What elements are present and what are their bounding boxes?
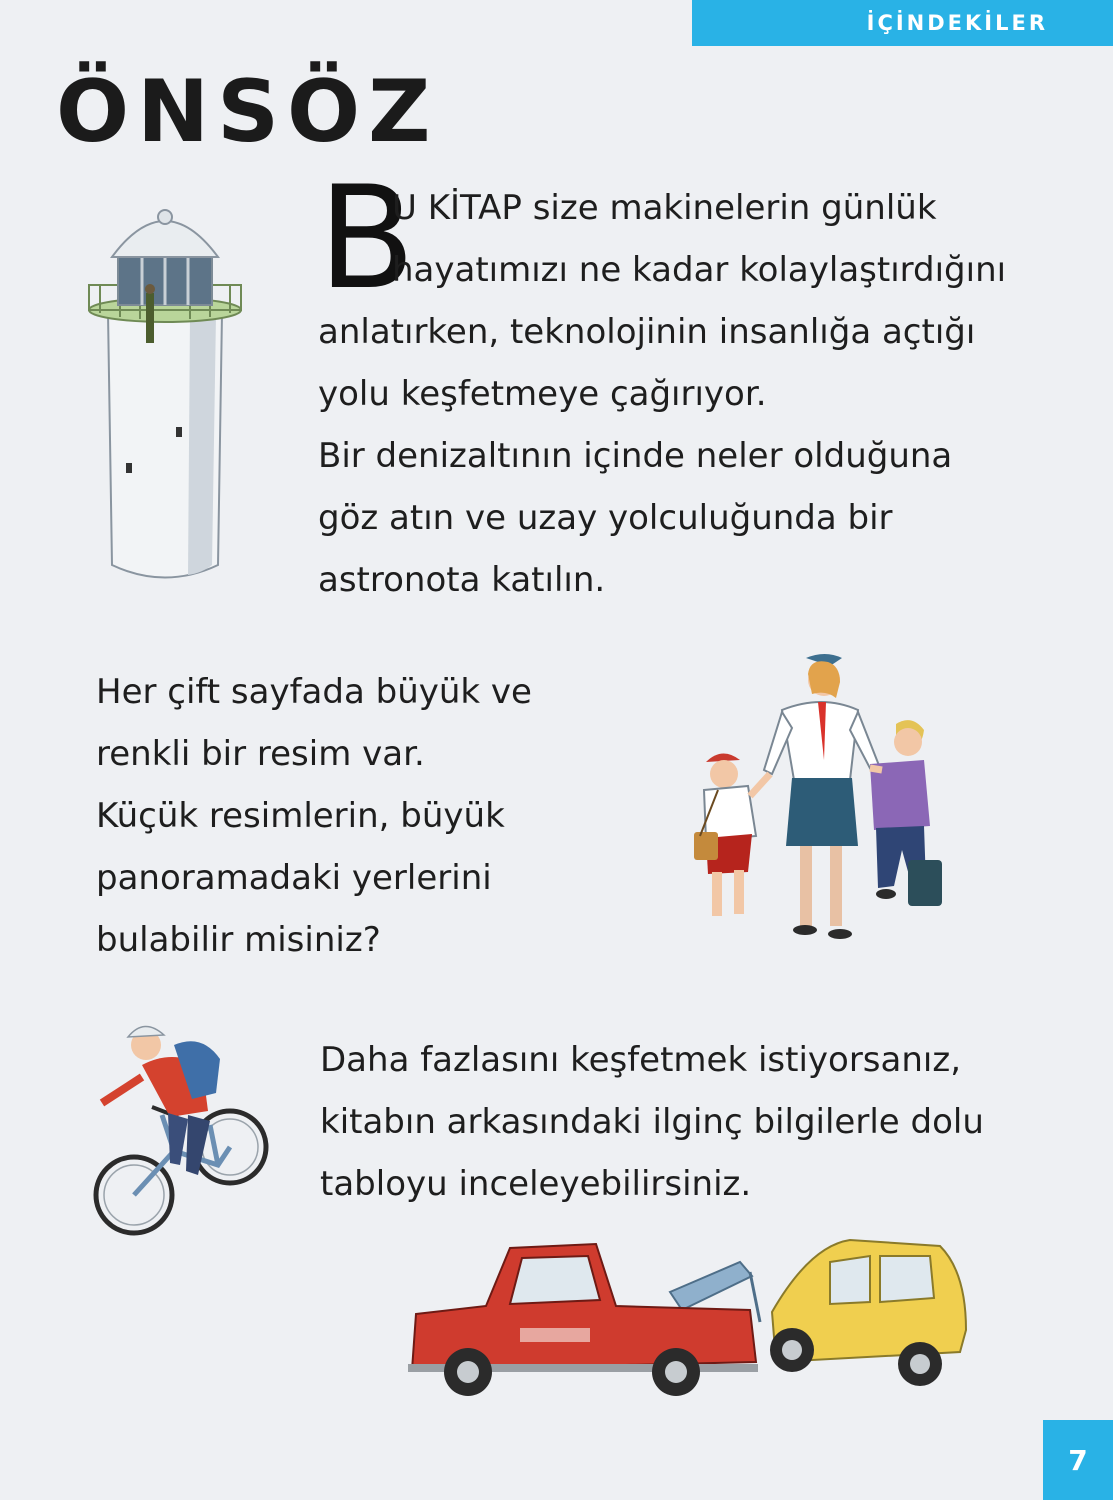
middle-line: panoramadaki yerlerini — [96, 858, 492, 898]
middle-line: renkli bir resim var. — [96, 734, 425, 774]
bottom-line: Daha fazlasını keşfetmek istiyorsanız, — [320, 1040, 962, 1080]
drop-cap: B — [318, 156, 416, 321]
intro-line: yolu keşfetmeye çağırıyor. — [318, 374, 767, 414]
intro-line: astronota katılın. — [318, 560, 606, 600]
lighthouse-illustration — [80, 205, 250, 585]
middle-line: bulabilir misiniz? — [96, 920, 381, 960]
page-title: ÖNSÖZ — [56, 62, 439, 162]
tow-truck-with-car-illustration — [400, 1232, 980, 1402]
middle-line: Her çift sayfada büyük ve — [96, 672, 532, 712]
intro-line: hayatımızı ne kadar kolaylaştırdığını — [392, 250, 1007, 290]
intro-line: anlatırken, teknolojinin insanlığa açtığı — [318, 312, 976, 352]
middle-line: Küçük resimlerin, büyük — [96, 796, 505, 836]
intro-line: Bir denizaltının içinde neler olduğuna — [318, 436, 953, 476]
page-number: 7 — [1043, 1420, 1113, 1500]
bottom-line: tabloyu inceleyebilirsiniz. — [320, 1164, 752, 1204]
contents-tab[interactable]: İÇİNDEKİLER — [692, 0, 1113, 46]
intro-line: U KİTAP size makinelerin günlük — [392, 188, 937, 228]
cyclist-illustration — [92, 1015, 272, 1260]
intro-line: göz atın ve uzay yolculuğunda bir — [318, 498, 893, 538]
stewardess-with-children-illustration — [690, 650, 950, 950]
bottom-line: kitabın arkasındaki ilginç bilgilerle dolu — [320, 1102, 984, 1142]
